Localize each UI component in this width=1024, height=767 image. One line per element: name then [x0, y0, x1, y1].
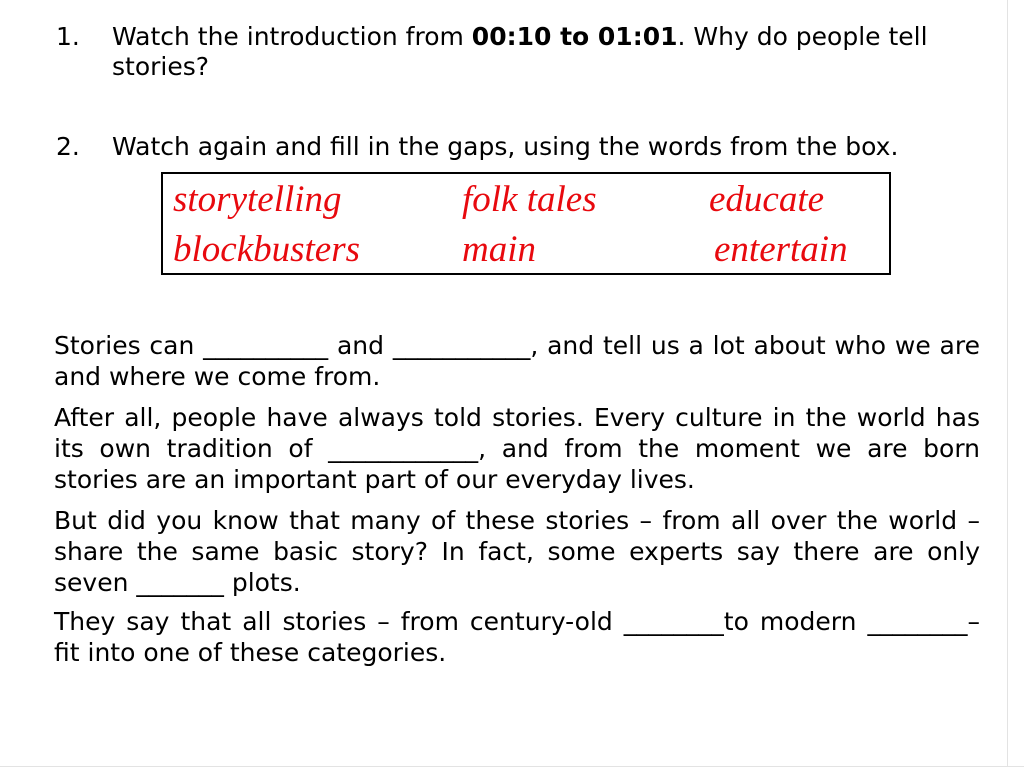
question-1	[56, 22, 980, 84]
gap-fill-paragraph-2: After all, people have always told stories. Every culture in the world has its own tradition of ____________, and from the moment we are born stories are an important part of our everyday lives.	[54, 403, 980, 494]
word-box-item: educate	[709, 179, 825, 220]
word-box-item: main	[462, 229, 536, 270]
question-2-text: Watch again and fill in the gaps, using the words from the box.	[112, 132, 899, 161]
gap-fill-paragraph-4: They say that all stories – from century-old ________to modern ________– fit into one of these categories.	[54, 607, 980, 667]
gap-fill-paragraph-3: But did you know that many of these stories – from all over the world – share the same basic story? In fact, some experts say there are only seven _______ plots.	[54, 506, 980, 597]
word-box-item: entertain	[714, 229, 848, 270]
question-1-text-end: . Why do people tell stories?	[112, 22, 928, 81]
question-2-number: 2.	[56, 132, 80, 161]
word-box-item: storytelling	[173, 179, 342, 220]
question-1-number: 1.	[56, 22, 80, 51]
word-box-item: folk tales	[462, 179, 597, 220]
question-1-time-range: 00:10 to 01:01	[471, 22, 678, 51]
word-box	[161, 172, 891, 275]
word-box-item: blockbusters	[173, 229, 361, 270]
question-2	[56, 132, 980, 164]
question-1-text-start: Watch the introduction from	[112, 22, 472, 51]
question-1-text	[112, 22, 980, 82]
slide-border-right	[1007, 0, 1008, 767]
gap-fill-paragraph-1: Stories can __________ and ___________, and tell us a lot about who we are and where we come from.	[54, 331, 980, 391]
